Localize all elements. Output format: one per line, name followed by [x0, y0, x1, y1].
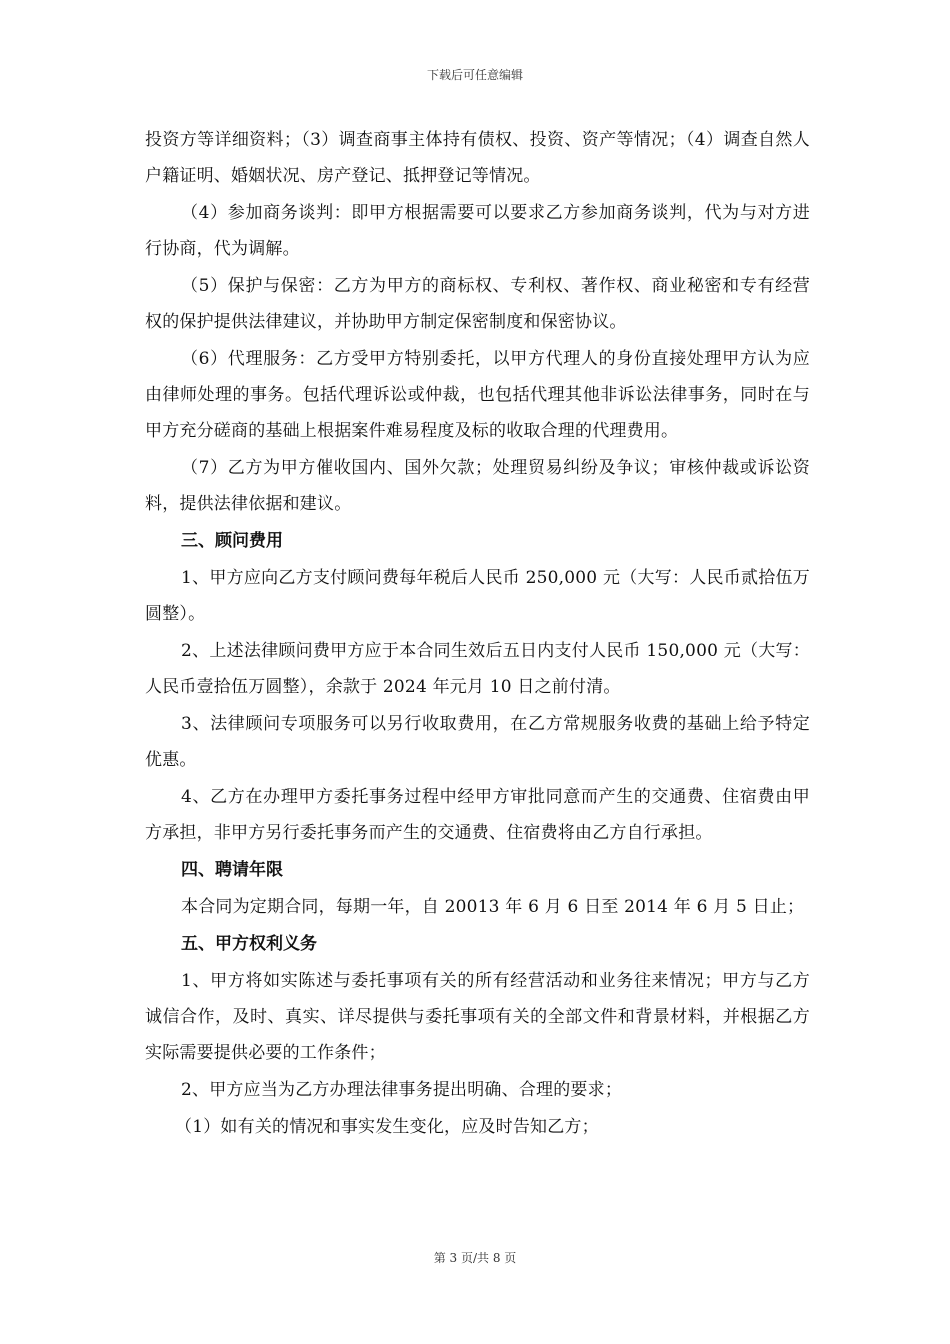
paragraph-party-a-requirements: 2、甲方应当为乙方办理法律事务提出明确、合理的要求； [181, 1080, 623, 1100]
paragraph-debt-collection: （7）乙方为甲方催收国内、国外欠款；处理贸易纠纷及争议；审核仲裁或诉讼资料，提供法律依据和建议。 [145, 458, 810, 514]
paragraph-protection-confidentiality: （5）保护与保密：乙方为甲方的商标权、专利权、著作权、商业秘密和专有经营权的保护提供法律建议，并协助甲方制定保密制度和保密协议。 [145, 276, 810, 332]
paragraph-party-a-disclosure: 1、甲方将如实陈述与委托事项有关的所有经营活动和业务往来情况；甲方与乙方诚信合作，及时、真实、详尽提供与委托事项有关的全部文件和背景材料，并根据乙方实际需要提供必要的工作条件； [145, 971, 810, 1063]
paragraph-fee-special-services: 3、法律顾问专项服务可以另行收取费用，在乙方常规服务收费的基础上给予特定优惠。 [145, 714, 810, 770]
section-heading-fees: 三、顾问费用 [181, 531, 283, 551]
page-header: 下载后可任意编辑 [426, 68, 523, 82]
section-heading-party-a-rights: 五、甲方权利义务 [181, 934, 317, 954]
paragraph-fee-payment-schedule: 2、上述法律顾问费甲方应于本合同生效后五日内支付人民币 150,000 元（大写：人民币壹拾伍万圆整），余款于 2024 年元月 10 日之前付清。 [145, 641, 810, 697]
paragraph-business-negotiation: （4）参加商务谈判：即甲方根据需要可以要求乙方参加商务谈判，代为与对方进行协商，代为调解。 [145, 203, 810, 259]
paragraph-notify-changes: （1）如有关的情况和事实发生变化，应及时告知乙方； [175, 1117, 599, 1137]
paragraph-fee-travel-expenses: 4、乙方在办理甲方委托事务过程中经甲方审批同意而产生的交通费、住宿费由甲方承担，非甲方另行委托事务而产生的交通费、住宿费将由乙方自行承担。 [145, 787, 810, 843]
document-body [145, 122, 810, 1146]
paragraph-continued-materials: 投资方等详细资料；（3）调查商事主体持有债权、投资、资产等情况；（4）调查自然人户籍证明、婚姻状况、房产登记、抵押登记等情况。 [145, 130, 810, 186]
page-footer: 第 3 页/共 8 页 [433, 1251, 517, 1265]
paragraph-contract-term: 本合同为定期合同，每期一年，自 20013 年 6 月 6 日至 2014 年 6 月 5 日止； [181, 897, 805, 917]
paragraph-fee-annual: 1、甲方应向乙方支付顾问费每年税后人民币 250,000 元（大写：人民币贰拾伍万圆整）。 [145, 568, 810, 624]
paragraph-agency-service: （6）代理服务：乙方受甲方特别委托，以甲方代理人的身份直接处理甲方认为应由律师处理的事务。包括代理诉讼或仲裁，也包括代理其他非诉讼法律事务，同时在与甲方充分磋商的基础上根据案件难易程度及标的收取合理的代理费用。 [145, 349, 810, 441]
section-heading-term: 四、聘请年限 [181, 860, 283, 880]
